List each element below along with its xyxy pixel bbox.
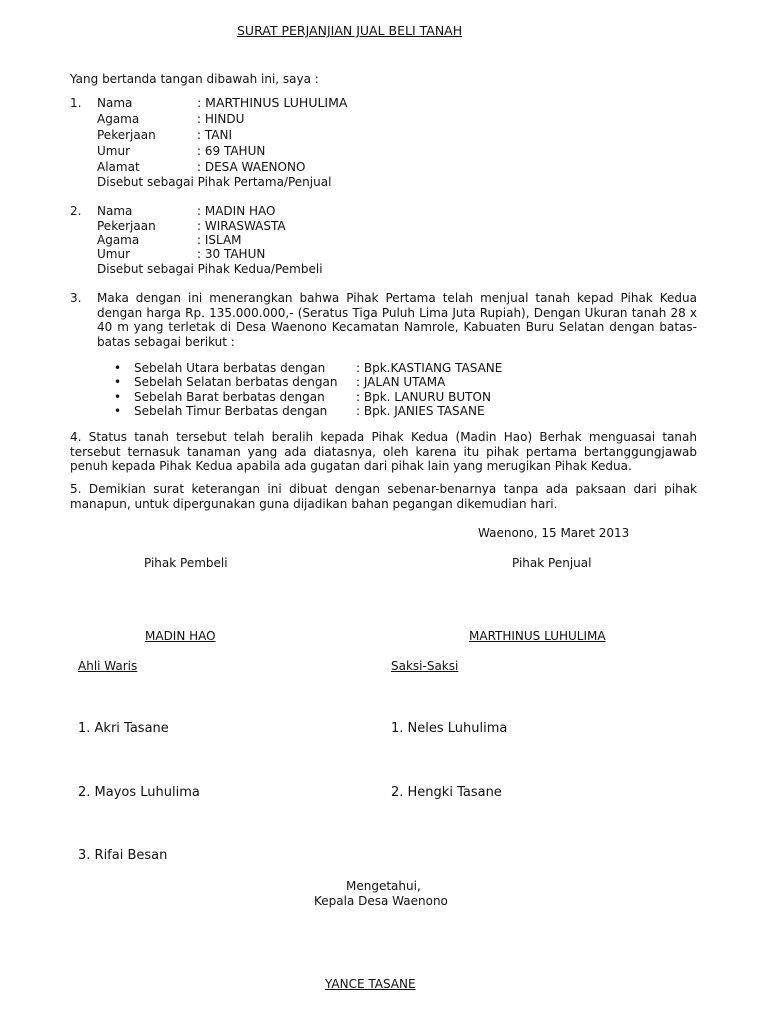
buyer-label: Pihak Pembeli xyxy=(144,556,228,570)
party-one-job-value: : TANI xyxy=(197,128,232,142)
witness-one: 1. Neles Luhulima xyxy=(391,721,508,736)
border-north-value: : Bpk.KASTIANG TASANE xyxy=(356,361,503,375)
border-north-side: • Sebelah Utara berbatas dengan xyxy=(134,361,325,375)
party-one-address-label: Alamat xyxy=(97,160,140,174)
party-one-note: Disebut sebagai Pihak Pertama/Penjual xyxy=(97,175,332,189)
buyer-name: MADIN HAO xyxy=(145,629,216,643)
clause-five-text: 5. Demikian surat keterangan ini dibuat dengan sebenar-benarnya tanpa ada paksaan dari pihak manapun, untuk dipergunakan guna dijadikan bahan pegangan dikemudian hari. xyxy=(70,482,697,511)
party-one-name-label: Nama xyxy=(97,96,133,110)
intro-text: Yang bertanda tangan dibawah ini, saya : xyxy=(70,72,319,86)
seller-name: MARTHINUS LUHULIMA xyxy=(469,629,606,643)
party-one-name-value: : MARTHINUS LUHULIMA xyxy=(197,95,348,110)
party-one-religion-label: Agama xyxy=(97,112,140,126)
village-head-name: YANCE TASANE xyxy=(325,977,416,991)
party-two-religion-label: Agama xyxy=(97,233,140,247)
party-two-religion-value: : ISLAM xyxy=(197,233,242,247)
heir-two: 2. Mayos Luhulima xyxy=(78,785,200,800)
party-two-name-value: : MADIN HAO xyxy=(197,204,276,218)
clause-three-text: Maka dengan ini menerangkan bahwa Pihak Pertama telah menjual tanah kepad Pihak Kedua dengan harga Rp. 135.000.000,- (Seratus Tiga Puluh Lima Juta Rupiah), Dengan Ukuran tanah 28 x 40 m yang terletak di Desa Waenono Kecamatan Namrole, Kabuaten Buru Selatan dengan batas-batas sebagai berikut : xyxy=(97,291,697,349)
clause-three-number: 3. xyxy=(70,291,82,305)
party-two-age-value: : 30 TAHUN xyxy=(197,247,266,261)
border-west-side: • Sebelah Barat berbatas dengan xyxy=(134,390,325,404)
party-two-number: 2. xyxy=(70,204,82,218)
party-one-age-value: : 69 TAHUN xyxy=(197,144,266,158)
acknowledge-text: Mengetahui, xyxy=(346,879,421,893)
seller-label: Pihak Penjual xyxy=(512,556,592,570)
witness-two: 2. Hengki Tasane xyxy=(391,785,502,800)
party-one-job-label: Pekerjaan xyxy=(97,128,156,142)
border-south-side: • Sebelah Selatan berbatas dengan xyxy=(134,375,337,389)
heir-three: 3. Rifai Besan xyxy=(78,848,168,863)
party-one-address-value: : DESA WAENONO xyxy=(197,160,306,174)
border-west-value: : Bpk. LANURU BUTON xyxy=(356,390,491,404)
heirs-label: Ahli Waris xyxy=(78,659,138,673)
party-two-note: Disebut sebagai Pihak Kedua/Pembeli xyxy=(97,262,323,276)
document-title: SURAT PERJANJIAN JUAL BELI TANAH xyxy=(237,23,463,38)
party-one-number: 1. xyxy=(70,96,82,110)
party-two-name-label: Nama xyxy=(97,204,133,218)
place-date: Waenono, 15 Maret 2013 xyxy=(478,526,630,540)
border-east-value: : Bpk. JANIES TASANE xyxy=(356,404,485,418)
border-south-value: : JALAN UTAMA xyxy=(356,375,446,389)
heir-one: 1. Akri Tasane xyxy=(78,721,169,736)
party-one-religion-value: : HINDU xyxy=(197,112,245,126)
party-one-age-label: Umur xyxy=(97,144,131,158)
party-two-age-label: Umur xyxy=(97,247,131,261)
village-head-title: Kepala Desa Waenono xyxy=(314,894,448,908)
witnesses-label: Saksi-Saksi xyxy=(391,659,459,673)
party-two-job-value: : WIRASWASTA xyxy=(197,219,286,233)
party-two-job-label: Pekerjaan xyxy=(97,219,156,233)
border-east-side: • Sebelah Timur Berbatas dengan xyxy=(134,404,327,418)
clause-four-text: 4. Status tanah tersebut telah beralih kepada Pihak Kedua (Madin Hao) Berhak menguasai tanah tersebut ternasuk tanaman yang ada diatasnya, oleh karena itu pihak pertama bertanggungjawab penuh kepada Pihak Kedua apabila ada gugatan dari pihak lain yang merugikan Pihak Kedua. xyxy=(70,430,697,473)
